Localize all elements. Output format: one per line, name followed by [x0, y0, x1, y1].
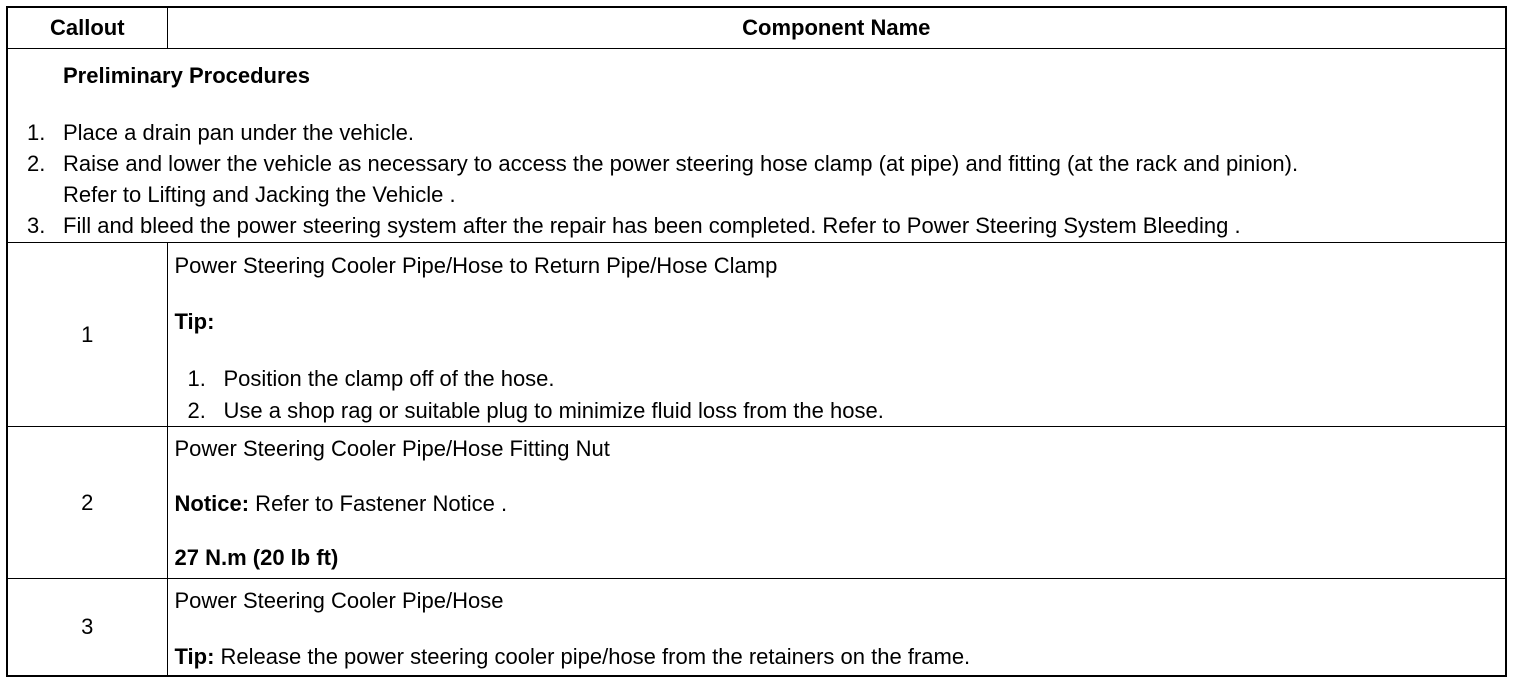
list-item — [27, 148, 1485, 210]
torque-spec: 27 N.m (20 lb ft) — [174, 545, 339, 570]
tip-text: Release the power steering cooler pipe/hose from the retainers on the frame. — [214, 644, 971, 669]
preliminary-row — [7, 49, 1506, 243]
step-number: 1. — [27, 120, 46, 145]
header-row — [7, 7, 1506, 49]
callout-cell: 1 — [7, 243, 167, 427]
callout-cell: 2 — [7, 427, 167, 579]
component-cell — [167, 579, 1506, 676]
step-text: Raise and lower the vehicle as necessary to access the power steering hose clamp (at pipe) and fitting (at the rack and pinion). — [63, 151, 1299, 176]
step-text: Fill and bleed the power steering system after the repair has been completed. Refer to Power Steering System Bleeding . — [63, 213, 1241, 238]
component-name-header: Component Name — [167, 7, 1506, 49]
component-name: Power Steering Cooler Pipe/Hose Fitting Nut — [174, 436, 610, 461]
step-text: Position the clamp off of the hose. — [223, 366, 555, 391]
notice-line — [175, 491, 508, 517]
list-item — [27, 210, 1485, 241]
step-text: Place a drain pan under the vehicle. — [63, 120, 415, 145]
component-name: Power Steering Cooler Pipe/Hose to Return Pipe/Hose Clamp — [174, 253, 778, 278]
step-number: 2. — [27, 151, 46, 176]
callout-cell: 3 — [7, 579, 167, 676]
component-name: Power Steering Cooler Pipe/Hose — [174, 588, 504, 613]
tip-line — [175, 309, 215, 335]
preliminary-procedures — [7, 49, 1506, 243]
step-number: 3. — [27, 213, 46, 238]
procedure-table — [6, 6, 1507, 677]
tip-label: Tip: — [174, 309, 215, 334]
table-row — [7, 243, 1506, 427]
tip-label: Tip: — [174, 644, 215, 669]
list-item — [187, 395, 884, 427]
preliminary-steps — [27, 117, 1485, 241]
callout-header: Callout — [7, 7, 167, 49]
notice-text: Refer to Fastener Notice . — [249, 491, 508, 516]
step-text: Use a shop rag or suitable plug to minimize fluid loss from the hose. — [223, 398, 884, 423]
step-number: 2. — [187, 398, 206, 423]
table-row — [7, 579, 1506, 676]
preliminary-title: Preliminary Procedures — [63, 63, 311, 88]
notice-label: Notice: — [174, 491, 250, 516]
component-cell — [167, 427, 1506, 579]
table-row — [7, 427, 1506, 579]
list-item — [27, 117, 1485, 148]
component-cell — [167, 243, 1506, 427]
step-number: 1. — [187, 366, 206, 391]
tip-steps — [187, 363, 884, 427]
tip-line — [175, 644, 971, 670]
step-text-continued: Refer to Lifting and Jacking the Vehicle . — [63, 182, 456, 207]
list-item — [187, 363, 884, 395]
